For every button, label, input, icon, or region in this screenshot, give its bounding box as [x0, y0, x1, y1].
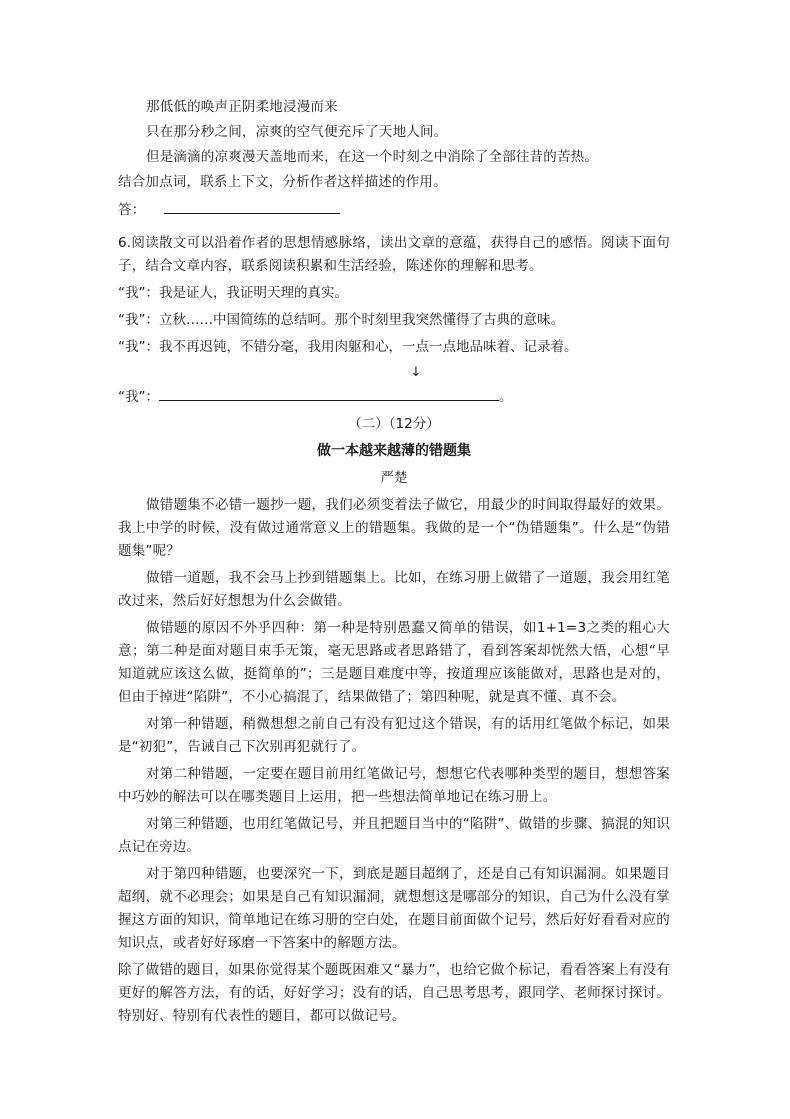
article-paragraph: 对第一种错题，稍微想想之前自己有没有犯过这个错误，有的话用红笔做个标记，如果是“初犯”，告诫自己下次别再犯就行了。 [118, 716, 670, 755]
article-author: 严楚 [380, 470, 408, 486]
fill-in-blank[interactable] [159, 385, 499, 401]
poem-line: 那低低的唤声正阴柔地浸漫而来 [146, 99, 338, 115]
poem-line: 只在那分秒之间，凉爽的空气便充斥了天地人间。 [146, 124, 448, 140]
down-arrow-icon: ↓ [410, 365, 422, 380]
quote-line: “我”：立秋……中国简练的总结呵。那个时刻里我突然懂得了古典的意味。 [118, 312, 564, 328]
quote-line: “我”：我是证人，我证明天理的真实。 [118, 285, 348, 301]
wo-label: “我”： [118, 389, 159, 405]
answer-blank[interactable] [164, 198, 340, 214]
answer-row [118, 198, 670, 222]
article-paragraph: 对第二种错题，一定要在题目前用红笔做记号，想想它代表哪种类型的题目，想想答案中巧妙的解法可以在哪类题目上运用，把一些想法简单地记在练习册上。 [118, 766, 670, 805]
question-6-text: 6.阅读散文可以沿着作者的思想情感脉络，读出文章的意蕴，获得自己的感悟。阅读下面句子，结合文章内容，联系阅读积累和生活经验，陈述你的理解和思考。 [118, 235, 670, 274]
article-title: 做一本越来越薄的错题集 [317, 443, 471, 459]
section-heading: （二）（12分） [348, 416, 440, 432]
article-paragraph: 对第三种错题，也用红笔做记号，并且把题目当中的“陷阱”、做错的步骤、搞混的知识点记在旁边。 [118, 816, 670, 855]
article-paragraph: 做错一道题，我不会马上抄到错题集上。比如，在练习册上做错了一道题，我会用红笔改过来，然后好好想想为什么会做错。 [118, 570, 670, 609]
poem-line: 但是滴滴的凉爽漫天盖地而来，在这一个时刻之中消除了全部往昔的苦热。 [146, 149, 599, 165]
article-paragraph: 做错题集不必错一题抄一题，我们必须变着法子做它，用最少的时间取得最好的效果。我上中学的时候，没有做过通常意义上的错题集。我做的是一个“伪错题集”。什么是“伪错题集”呢？ [118, 497, 670, 559]
document-page [118, 96, 670, 1032]
question-5-prompt: 结合加点词，联系上下文，分析作者这样描述的作用。 [118, 174, 447, 190]
article-paragraph-final: 除了做错的题目，如果你觉得某个题既困难又“暴力”，也给它做个标记，看看答案上有没有更好的解答方法，有的话，好好学习；没有的话，自己思考思考，跟同学、老师探讨探讨。特别好、特别有代表性的题目，都可以做记号。 [118, 962, 670, 1024]
article-paragraph: 做错题的原因不外乎四种：第一种是特别愚蠢又简单的错误，如1+1=3之类的粗心大意；第二种是面对题目束手无策，毫无思路或者思路错了，看到答案却恍然大悟，心想“早知道就应该这么做，挺简单的”；三是题目难度中等，按道理应该能做对，思路也是对的，但由于掉进“陷阱”，不小心搞混了，结果做错了；第四种呢，就是真不懂、真不会。 [118, 620, 670, 705]
answer-label: 答： [118, 202, 146, 218]
quote-line: “我”：我不再迟钝，不错分毫，我用肉躯和心，一点一点地品味着、记录着。 [118, 339, 578, 355]
fill-in-end: 。 [499, 389, 513, 405]
article-paragraph: 对于第四种错题，也要深究一下，到底是题目超纲了，还是自己有知识漏洞。如果题目超纲，就不必理会；如果是自己有知识漏洞，就想想这是哪部分的知识，自己为什么没有掌握这方面的知识，简单地记在练习册的空白处，在题目前面做个记号，然后好好看看对应的知识点，或者好好琢磨一下答案中的解题方法。 [118, 866, 670, 951]
fill-in-row [118, 385, 670, 409]
